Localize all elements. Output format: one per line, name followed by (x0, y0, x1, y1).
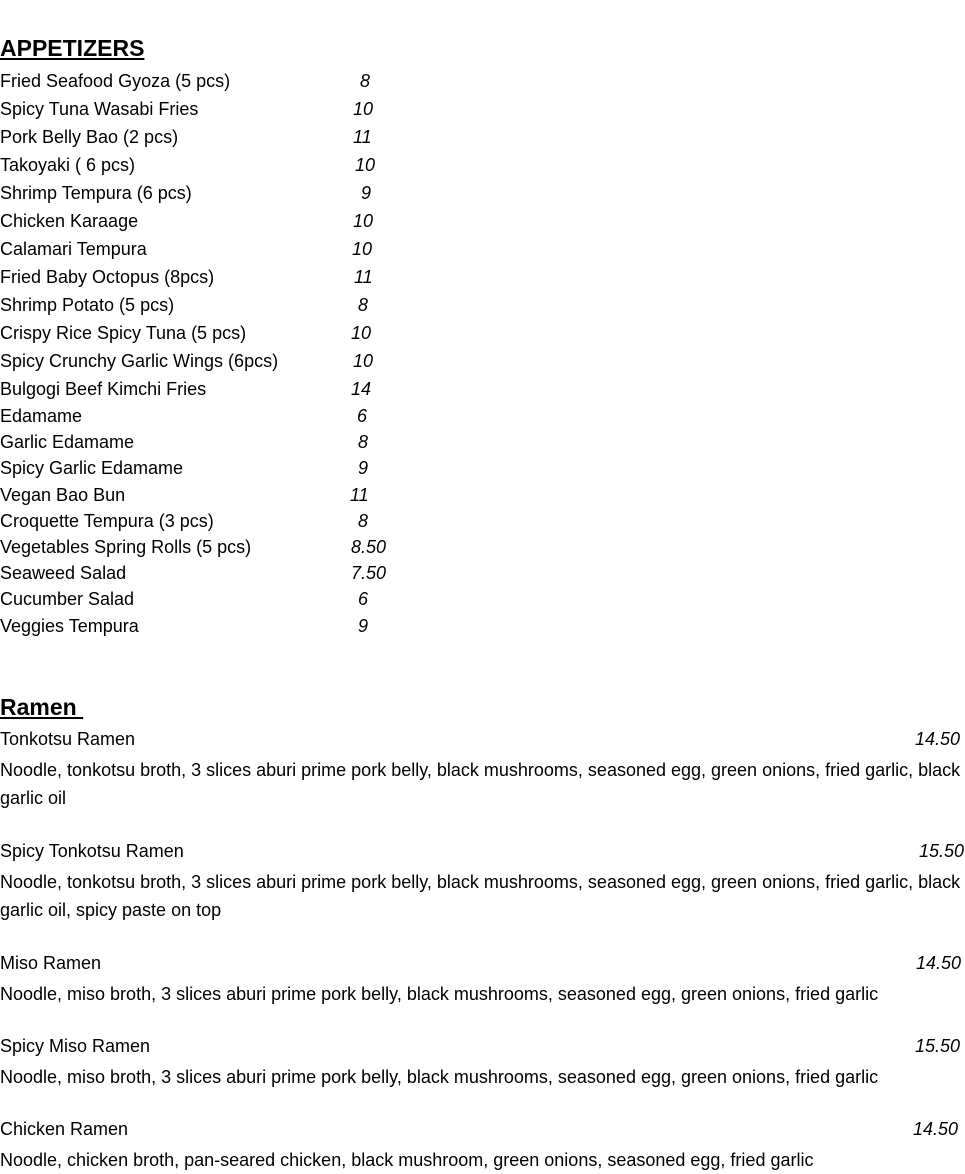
item-price: 8 (358, 511, 369, 531)
item-price: 10 (353, 351, 374, 371)
menu-item (0, 431, 965, 453)
menu-item (0, 126, 965, 148)
item-price: 10 (353, 211, 374, 231)
item-name: Fried Baby Octopus (8pcs) (0, 267, 215, 287)
item-name: Tonkotsu Ramen (0, 729, 136, 749)
menu-item (0, 294, 965, 316)
appetizers-heading: APPETIZERS (0, 35, 145, 61)
item-price: 6 (357, 406, 368, 426)
item-price: 11 (354, 267, 373, 287)
item-name: Spicy Garlic Edamame (0, 458, 184, 478)
item-price: 11 (353, 127, 372, 147)
ramen-item (0, 952, 965, 1008)
item-description: Noodle, tonkotsu broth, 3 slices aburi prime pork belly, black mushrooms, seasoned egg, green onions, fried garlic, black garlic oil (0, 760, 961, 808)
menu-item (0, 405, 965, 427)
menu-item (0, 588, 965, 610)
ramen-item (0, 1035, 965, 1091)
item-price: 15.50 (919, 841, 965, 861)
menu-item (0, 615, 965, 637)
item-price: 10 (351, 323, 372, 343)
item-price: 10 (355, 155, 376, 175)
item-name: Croquette Tempura (3 pcs) (0, 511, 214, 531)
item-description: Noodle, miso broth, 3 slices aburi prime pork belly, black mushrooms, seasoned egg, green onions, fried garlic (0, 1067, 879, 1087)
item-price: 14.50 (915, 729, 961, 749)
item-name: Edamame (0, 406, 83, 426)
item-name: Spicy Miso Ramen (0, 1036, 151, 1056)
menu-item (0, 510, 965, 532)
item-name: Vegan Bao Bun (0, 485, 126, 505)
menu-item (0, 182, 965, 204)
item-price: 14.50 (913, 1119, 959, 1139)
menu-item (0, 266, 965, 288)
item-price: 11 (350, 485, 369, 505)
menu-item (0, 70, 965, 92)
menu-item (0, 238, 965, 260)
item-name: Seaweed Salad (0, 563, 127, 583)
item-price: 9 (361, 183, 372, 203)
item-description: Noodle, tonkotsu broth, 3 slices aburi prime pork belly, black mushrooms, seasoned egg, green onions, fried garlic, black garlic oil, spicy paste on top (0, 872, 961, 920)
menu-item (0, 457, 965, 479)
menu-item (0, 350, 965, 372)
item-name: Chicken Ramen (0, 1119, 129, 1139)
item-name: Garlic Edamame (0, 432, 135, 452)
item-name: Spicy Crunchy Garlic Wings (6pcs) (0, 351, 279, 371)
item-name: Veggies Tempura (0, 616, 139, 636)
ramen-item (0, 1118, 965, 1174)
item-name: Calamari Tempura (0, 239, 147, 259)
item-name: Shrimp Potato (5 pcs) (0, 295, 175, 315)
item-name: Spicy Tuna Wasabi Fries (0, 99, 199, 119)
item-name: Bulgogi Beef Kimchi Fries (0, 379, 207, 399)
item-price: 10 (352, 239, 373, 259)
item-name: Vegetables Spring Rolls (5 pcs) (0, 537, 252, 557)
menu-item (0, 322, 965, 344)
item-name: Cucumber Salad (0, 589, 135, 609)
item-description: Noodle, chicken broth, pan-seared chicken, black mushroom, green onions, seasoned egg, fried garlic (0, 1150, 814, 1170)
item-name: Spicy Tonkotsu Ramen (0, 841, 184, 861)
item-name: Pork Belly Bao (2 pcs) (0, 127, 179, 147)
menu-item (0, 536, 965, 558)
ramen-item (0, 840, 965, 924)
item-price: 6 (358, 589, 369, 609)
item-name: Takoyaki ( 6 pcs) (0, 155, 136, 175)
item-price: 7.50 (351, 563, 387, 583)
menu-item (0, 154, 965, 176)
item-price: 8 (358, 432, 369, 452)
item-price: 10 (353, 99, 374, 119)
item-name: Miso Ramen (0, 953, 102, 973)
item-name: Crispy Rice Spicy Tuna (5 pcs) (0, 323, 247, 343)
item-price: 9 (358, 616, 369, 636)
item-price: 14 (351, 379, 372, 399)
item-price: 9 (358, 458, 369, 478)
item-description: Noodle, miso broth, 3 slices aburi prime pork belly, black mushrooms, seasoned egg, green onions, fried garlic (0, 984, 879, 1004)
ramen-heading: Ramen (0, 694, 84, 720)
item-price: 8 (360, 71, 371, 91)
item-price: 8 (358, 295, 369, 315)
ramen-item (0, 728, 965, 812)
item-price: 14.50 (916, 953, 962, 973)
item-price: 8.50 (351, 537, 387, 557)
item-name: Fried Seafood Gyoza (5 pcs) (0, 71, 231, 91)
menu-item (0, 210, 965, 232)
menu-item (0, 98, 965, 120)
item-price: 15.50 (915, 1036, 961, 1056)
menu-item (0, 378, 965, 400)
menu-item (0, 484, 965, 506)
menu-item (0, 562, 965, 584)
item-name: Chicken Karaage (0, 211, 139, 231)
item-name: Shrimp Tempura (6 pcs) (0, 183, 192, 203)
